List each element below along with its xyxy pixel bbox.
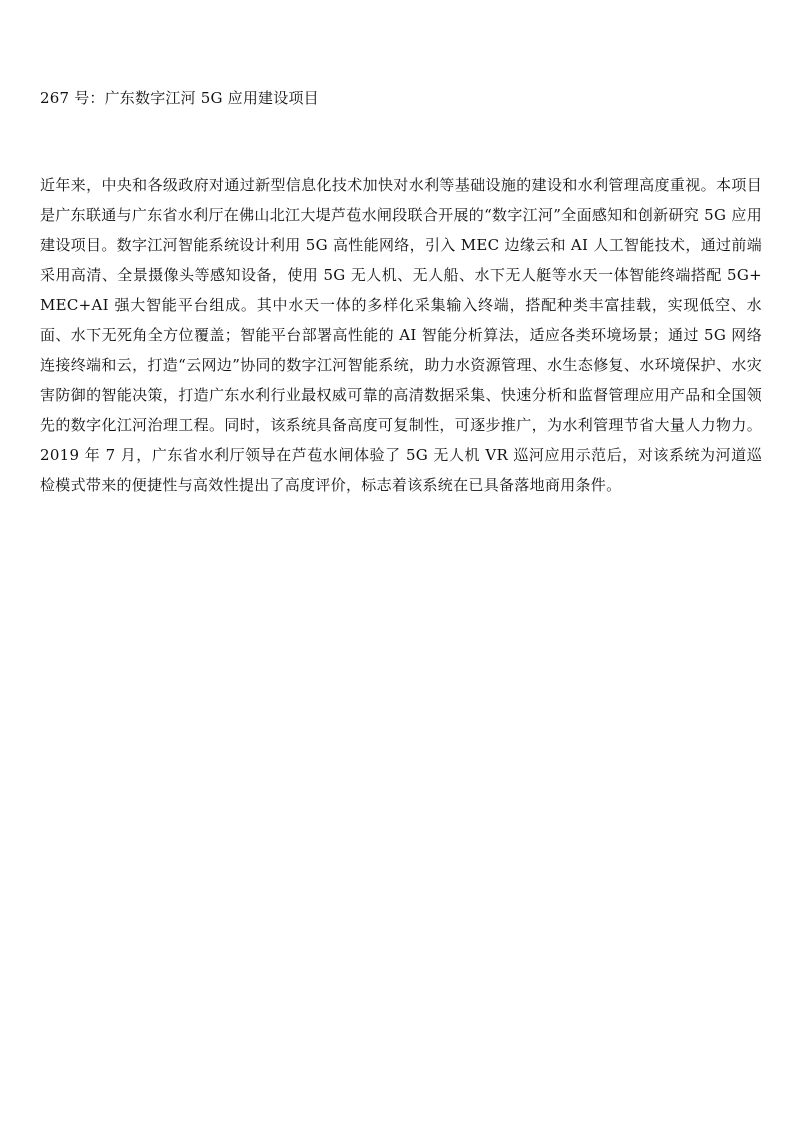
document-title: 267 号：广东数字江河 5G 应用建设项目 — [40, 89, 319, 107]
document-body-paragraph: 近年来，中央和各级政府对通过新型信息化技术加快对水利等基础设施的建设和水利管理高度重视。本项目是广东联通与广东省水利厅在佛山北江大堤芦苞水闸段联合开展的“数字江河”全面感知和创新研究 5G 应用建设项目。数字江河智能系统设计利用 5G 高性能网络，引入 MEC 边缘云和 AI 人工智能技术，通过前端采用高清、全景摄像头等感知设备，使用 5G 无人机、无人船、水下无人艇等水天一体智能终端搭配 5G+MEC+AI 强大智能平台组成。其中水天一体的多样化采集输入终端，搭配种类丰富挂载，实现低空、水面、水下无死角全方位覆盖；智能平台部署高性能的 AI 智能分析算法，适应各类环境场景；通过 5G 网络连接终端和云，打造“云网边”协同的数字江河智能系统，助力水资源管理、水生态修复、水环境保护、水灾害防御的智能决策，打造广东水利行业最权威可靠的高清数据采集、快速分析和监督管理应用产品和全国领先的数字化江河治理工程。同时，该系统具备高度可复制性，可逐步推广，为水利管理节省大量人力物力。2019 年 7 月，广东省水利厅领导在芦苞水闸体验了 5G 无人机 VR 巡河应用示范后，对该系统为河道巡检模式带来的便捷性与高效性提出了高度评价，标志着该系统在已具备落地商用条件。 — [40, 176, 762, 494]
